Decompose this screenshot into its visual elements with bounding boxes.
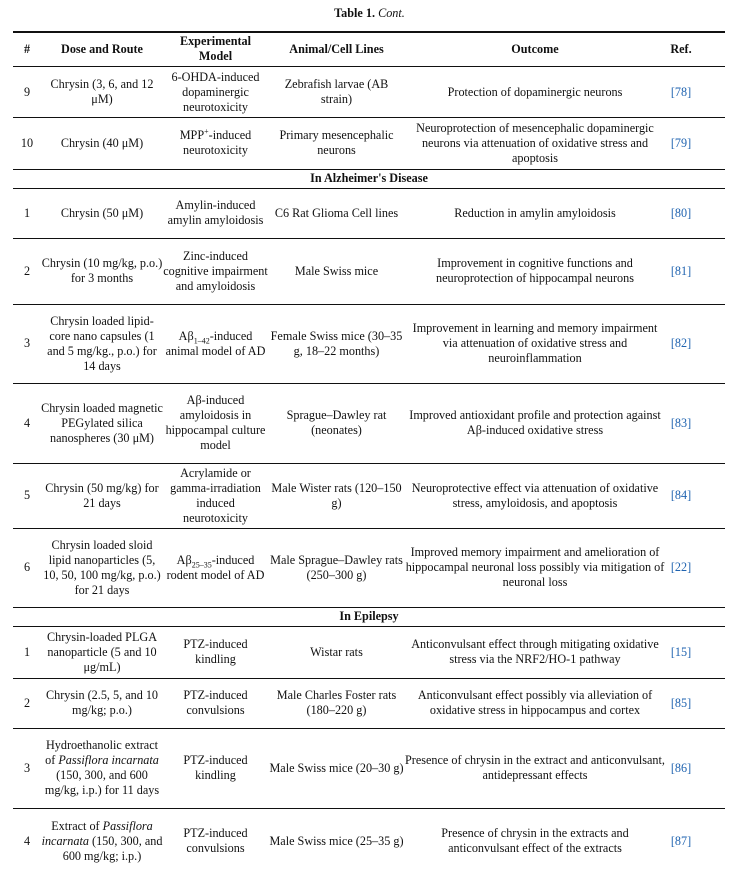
section-title-alzheimers: In Alzheimer's Disease [310, 171, 428, 185]
table-row-model: PTZ-induced convulsions [183, 826, 248, 855]
table-row-dose: Chrysin-loaded PLGA nanoparticle (5 and 10 μg/mL) [46, 629, 157, 674]
table-row-model: Acrylamide or gamma-irradiation induced neurotoxicity [170, 465, 261, 525]
table-row-outcome: Anticonvulsant effect possibly via alleviation of oxidative stress in hippocampus and cortex [417, 688, 653, 717]
table-row-dose: Hydroethanolic extract of Passiflora incarnata (150, 300, and 600 mg/kg, i.p.) for 11 days [44, 738, 160, 797]
header-dose: Dose and Route [61, 41, 143, 56]
table-row-num: 1 [23, 644, 31, 659]
table-row-num: 2 [23, 695, 31, 710]
table-caption [0, 6, 739, 20]
table-row-ref-link[interactable]: [85] [670, 695, 692, 710]
table-row-animal: Male Wister rats (120–150 g) [271, 480, 402, 510]
table-row-model: Aβ-induced amyloidosis in hippocampal culture model [165, 393, 266, 452]
table-row-dose: Extract of Passiflora incarnata (150, 300, and 600 mg/kg; i.p.) [41, 818, 163, 863]
table-row-outcome: Neuroprotective effect via attenuation of oxidative stress, amyloidosis, and apoptosis [411, 480, 659, 510]
table-row-outcome: Presence of chrysin in the extracts and anticonvulsant effect of the extracts [441, 826, 629, 855]
table-row-ref-link[interactable]: [78] [670, 84, 692, 99]
table-row-model: 6-OHDA-induced dopaminergic neurotoxicity [171, 69, 260, 114]
table-row-model: Zinc-induced cognitive impairment and amyloidosis [163, 248, 268, 293]
table-row-dose: Chrysin (2.5, 5, and 10 mg/kg; p.o.) [45, 688, 159, 717]
table-row-outcome: Protection of dopaminergic neurons [447, 84, 623, 99]
table-row-model: PTZ-induced kindling [183, 753, 248, 782]
table-row-animal: Sprague–Dawley rat (neonates) [286, 408, 387, 437]
table-row-ref-link[interactable]: [22] [670, 560, 692, 574]
table-row-model: $A\beta_{1-42}$-induced animal model of AD [165, 328, 266, 358]
header-model: Experimental Model [179, 34, 252, 63]
table-row-outcome: Anticonvulsant effect through mitigating oxidative stress via the NRF2/HO-1 pathway [411, 637, 659, 666]
table-row-num: 2 [23, 263, 31, 278]
header-ref: Ref. [670, 41, 692, 56]
table-row-animal: Male Swiss mice (25–35 g) [269, 833, 404, 848]
table-label: Table 1. [334, 6, 376, 20]
table-row-ref-link[interactable]: [84] [670, 488, 692, 502]
table-row-animal: Male Sprague–Dawley rats (250–300 g) [270, 552, 403, 582]
table-row-num: 5 [23, 488, 31, 502]
table-row-num: 6 [23, 560, 31, 574]
table-cont: Cont. [378, 6, 405, 20]
table-row-animal: Zebrafish larvae (AB strain) [284, 77, 389, 106]
header-num: # [23, 41, 31, 56]
table-row-animal: Male Charles Foster rats (180–220 g) [276, 688, 397, 717]
header-animal: Animal/Cell Lines [289, 41, 384, 56]
table-row-outcome: Reduction in amylin amyloidosis [454, 205, 616, 220]
table-row-ref-link[interactable]: [87] [670, 833, 692, 848]
table-row-ref-link[interactable]: [83] [670, 415, 692, 430]
table-row-outcome: Improvement in cognitive functions and neuroprotection of hippocampal neurons [436, 256, 634, 285]
table-row-num: 3 [23, 760, 31, 775]
table-row-dose: Chrysin (3, 6, and 12 μM) [50, 77, 154, 106]
table-row-ref-link[interactable]: [79] [670, 135, 692, 150]
table-row-num: 4 [23, 833, 31, 848]
table-row-animal: Primary mesencephalic neurons [279, 128, 394, 157]
table-row-outcome: Neuroprotection of mesencephalic dopaminergic neurons via attenuation of oxidative stress and apoptosis [416, 120, 654, 165]
table-row-dose: Chrysin (40 μM) [60, 135, 144, 150]
table-row-dose: Chrysin loaded sloid lipid nanoparticles (5, 10, 50, 100 mg/kg, p.o.) for 21 days [43, 537, 161, 597]
table-row-ref-link[interactable]: [81] [670, 263, 692, 278]
table-row-num: 1 [23, 205, 31, 220]
table-row-animal: C6 Rat Glioma Cell lines [274, 205, 399, 220]
table-row-num: 4 [23, 415, 31, 430]
table-row-num: 3 [23, 336, 31, 350]
table-row-outcome: Improvement in learning and memory impairment via attenuation of oxidative stress and neuroinflammation [412, 321, 658, 365]
header-outcome: Outcome [511, 41, 559, 56]
table-row-num: 10 [20, 135, 34, 150]
table-row-ref-link[interactable]: [82] [670, 336, 692, 350]
table-row-model: PTZ-induced convulsions [183, 688, 248, 717]
table-row-dose: Chrysin loaded magnetic PEGylated silica nanospheres (30 μM) [41, 400, 163, 445]
table-row-animal: Wistar rats [310, 644, 363, 659]
table-row-model: PTZ-induced kindling [183, 637, 248, 666]
table-row-ref-link[interactable]: [86] [670, 760, 692, 775]
section-title-epilepsy: In Epilepsy [339, 609, 399, 623]
table-row-ref-link[interactable]: [15] [670, 644, 692, 659]
table-row-dose: Chrysin (50 mg/kg) for 21 days [45, 480, 159, 510]
table-row-animal: Male Swiss mice (20–30 g) [269, 760, 404, 775]
table-row-outcome: Presence of chrysin in the extract and anticonvulsant, antidepressant effects [405, 753, 665, 782]
table-row-animal: Female Swiss mice (30–35 g, 18–22 months) [270, 328, 403, 358]
table-row-outcome: Improved memory impairment and amelioration of hippocampal neuronal loss possibly via mitigation of neuronal loss [405, 545, 665, 589]
table-row-dose: Chrysin (50 μM) [60, 205, 144, 220]
table-row-model: Amylin-induced amylin amyloidosis [167, 198, 264, 227]
table-row-model: $A\beta_{25-35}$-induced rodent model of AD [166, 552, 265, 582]
table-row-animal: Male Swiss mice [294, 263, 379, 278]
table-row-outcome: Improved antioxidant profile and protection against Aβ-induced oxidative stress [409, 408, 661, 437]
table-row-dose: Chrysin loaded lipid-core nano capsules (1 and 5 mg/kg., p.o.) for 14 days [47, 313, 157, 373]
table-row-ref-link[interactable]: [80] [670, 205, 692, 220]
table-row-model: MPP+-induced neurotoxicity [179, 126, 252, 157]
table-row-dose: Chrysin (10 mg/kg, p.o.) for 3 months [41, 256, 163, 285]
table-row-num: 9 [23, 84, 31, 99]
